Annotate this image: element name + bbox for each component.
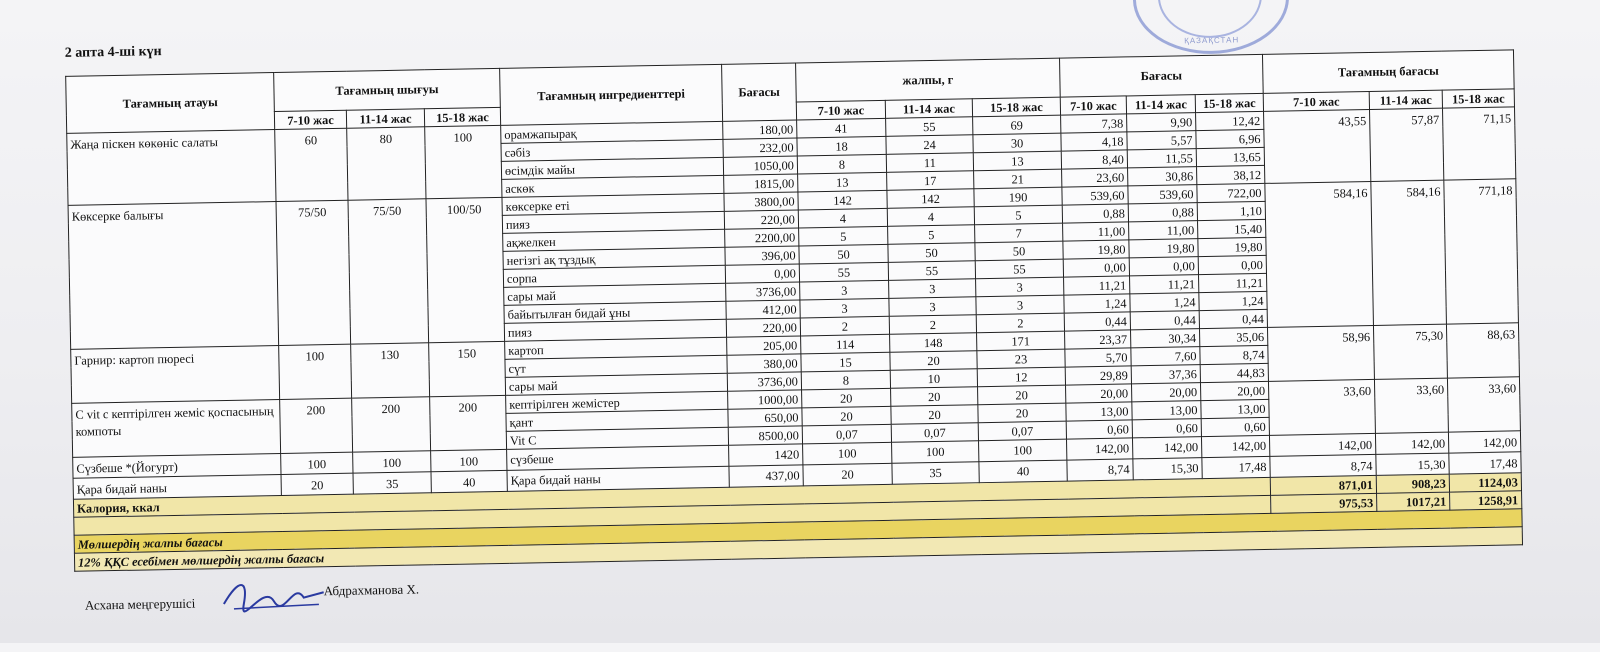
ingredient-gross: 55 <box>886 117 973 137</box>
ingredient-cost: 17,48 <box>1202 456 1270 478</box>
ingredient-cost: 37,36 <box>1131 365 1200 384</box>
ingredient-cost: 1,24 <box>1064 294 1130 313</box>
ingredient-gross: 50 <box>975 241 1063 261</box>
ingredient-name: пияз <box>502 211 724 233</box>
ingredient-price: 437,00 <box>729 465 803 487</box>
header-cost: Бағасы <box>1060 54 1264 97</box>
header-gross: жалпы, г <box>796 58 1061 102</box>
ingredient-gross: 100 <box>892 441 979 464</box>
ingredient-cost: 539,60 <box>1128 185 1197 204</box>
ingredient-gross: 3 <box>976 295 1064 315</box>
ingredient-gross: 24 <box>886 135 973 155</box>
ingredient-cost: 7,38 <box>1061 114 1127 133</box>
ingredient-cost: 29,89 <box>1065 366 1131 385</box>
signature-role: Асхана меңгерушісі <box>84 595 196 613</box>
calories-label: Калория, ккал <box>73 477 1270 517</box>
dish-yield: 35 <box>353 472 431 494</box>
day-title: 2 апта 4-ші күн <box>64 44 162 61</box>
ingredient-gross: 17 <box>887 171 974 191</box>
dish-cost: 57,87 <box>1370 108 1444 181</box>
ingredient-cost: 38,12 <box>1197 165 1265 184</box>
ingredient-gross: 0,07 <box>802 424 891 444</box>
ingredient-cost: 13,00 <box>1201 399 1269 418</box>
ingredient-cost: 11,21 <box>1199 273 1267 292</box>
ingredient-price: 2200,00 <box>725 228 799 247</box>
ingredient-gross: 20 <box>978 385 1066 405</box>
ingredient-cost: 8,74 <box>1200 345 1268 364</box>
dish-yield: 100 <box>431 449 507 471</box>
dish-cost: 71,15 <box>1442 107 1515 180</box>
ingredient-name: картоп <box>505 337 727 359</box>
ingredient-gross: 3 <box>889 279 976 299</box>
dish-yield: 80 <box>347 127 426 200</box>
dish-cost: 771,18 <box>1444 179 1519 324</box>
ingredient-gross: 30 <box>973 133 1061 153</box>
dish-cost: 142,00 <box>1375 432 1448 454</box>
dish-yield: 100 <box>279 344 352 399</box>
ingredient-cost: 4,18 <box>1061 132 1127 151</box>
ingredient-price: 205,00 <box>727 336 801 355</box>
dish-yield: 100 <box>425 125 502 198</box>
total-value: 1124,03 <box>1449 473 1521 492</box>
ingredient-cost: 19,80 <box>1063 240 1129 259</box>
dish-yield: 100/50 <box>426 197 505 342</box>
ingredient-gross: 8 <box>797 154 886 174</box>
ingredient-gross: 20 <box>890 351 977 371</box>
ingredient-cost: 13,65 <box>1196 147 1264 166</box>
ingredient-price: 1000,00 <box>728 390 802 409</box>
ingredient-gross: 7 <box>975 223 1063 243</box>
ingredient-cost: 15,40 <box>1198 219 1266 238</box>
dish-cost: 88,63 <box>1446 323 1519 378</box>
ingredient-cost: 0,44 <box>1064 312 1130 331</box>
ingredient-price: 1050,00 <box>723 156 797 175</box>
ingredient-price: 1815,00 <box>724 174 798 193</box>
ingredient-price: 3736,00 <box>726 282 800 301</box>
ingredient-price: 220,00 <box>726 318 800 337</box>
ingredient-name: сүзбеше <box>507 445 729 470</box>
ingredient-cost: 722,00 <box>1197 183 1265 202</box>
ingredient-cost: 0,88 <box>1062 204 1128 223</box>
menu-sheet <box>58 0 1564 652</box>
ingredient-cost: 11,55 <box>1127 149 1196 168</box>
ingredient-cost: 8,74 <box>1067 459 1133 481</box>
ingredient-gross: 3 <box>800 280 889 300</box>
ingredient-name: аскөк <box>502 175 724 197</box>
ingredient-gross: 20 <box>803 463 892 486</box>
dish-cost: 584,16 <box>1371 180 1447 325</box>
ingredient-cost: 23,37 <box>1065 330 1131 349</box>
ingredient-name: орамжапырақ <box>501 121 723 143</box>
ingredient-gross: 20 <box>802 406 891 426</box>
dish-yield: 60 <box>275 128 348 201</box>
ingredient-gross: 13 <box>798 172 887 192</box>
ingredient-price: 396,00 <box>725 246 799 265</box>
ingredient-cost: 0,88 <box>1128 203 1197 222</box>
ingredient-price: 232,00 <box>723 138 797 157</box>
ingredient-name: сары май <box>505 373 727 395</box>
dish-yield: 200 <box>430 395 507 450</box>
ingredient-gross: 142 <box>798 190 887 210</box>
ingredient-cost: 9,90 <box>1127 113 1196 132</box>
dish-cost: 33,60 <box>1447 377 1520 432</box>
dish-cost: 33,60 <box>1268 379 1375 435</box>
dish-yield: 130 <box>351 343 430 398</box>
ingredient-gross: 5 <box>888 225 975 245</box>
ingredient-cost: 20,00 <box>1066 384 1132 403</box>
ingredient-gross: 2 <box>889 315 976 335</box>
ingredient-cost: 142,00 <box>1201 435 1269 457</box>
ingredient-cost: 0,00 <box>1129 257 1198 276</box>
ingredient-gross: 55 <box>888 261 975 281</box>
dish-yield: 150 <box>429 341 506 396</box>
official-stamp <box>1132 0 1290 55</box>
ingredient-cost: 6,96 <box>1196 129 1264 148</box>
ingredient-name: ақжелкен <box>503 229 725 251</box>
ingredient-gross: 50 <box>888 243 975 263</box>
ingredient-price: 8500,00 <box>728 426 802 445</box>
header-yield: Тағамның шығуы <box>274 68 501 111</box>
ingredient-cost: 11,00 <box>1063 222 1129 241</box>
dish-cost: 142,00 <box>1448 431 1520 453</box>
total-value: 871,01 <box>1270 475 1376 495</box>
header-age: 15-18 жас <box>1442 89 1514 108</box>
ingredient-name: көксерке еті <box>502 193 724 215</box>
ingredient-name: сәбіз <box>501 139 723 161</box>
ingredient-gross: 0,07 <box>891 423 978 443</box>
ingredient-name: сары май <box>504 283 726 305</box>
ingredient-cost: 30,34 <box>1131 329 1200 348</box>
ingredient-gross: 2 <box>976 313 1064 333</box>
dish-yield: 100 <box>353 451 431 473</box>
ingredient-gross: 8 <box>801 370 890 390</box>
ingredient-cost: 0,44 <box>1199 309 1267 328</box>
ingredient-gross: 18 <box>797 136 886 156</box>
ingredient-gross: 142 <box>887 189 974 209</box>
ingredient-price: 1420 <box>729 444 803 466</box>
ingredient-cost: 539,60 <box>1062 186 1128 205</box>
ingredient-price: 3800,00 <box>724 192 798 211</box>
ingredient-cost: 142,00 <box>1132 437 1201 459</box>
total-value: 1258,91 <box>1450 491 1522 510</box>
ingredient-gross: 100 <box>803 442 892 465</box>
ingredient-cost: 8,40 <box>1061 150 1127 169</box>
ingredient-gross: 2 <box>800 316 889 336</box>
ingredient-gross: 20 <box>978 403 1066 423</box>
dish-name: Гарнир: картоп пюресі <box>71 346 280 404</box>
ingredient-cost: 0,60 <box>1201 417 1269 436</box>
stamp-inner-ring <box>1157 0 1263 39</box>
ingredient-price: 220,00 <box>724 210 798 229</box>
ingredient-name: пияз <box>504 319 726 341</box>
ingredient-name: қант <box>506 409 728 431</box>
menu-table-body <box>67 107 1521 499</box>
ingredient-gross: 3 <box>800 298 889 318</box>
ingredient-price: 412,00 <box>726 300 800 319</box>
ingredient-gross: 40 <box>979 460 1067 483</box>
ingredient-price: 650,00 <box>728 408 802 427</box>
ingredient-cost: 35,06 <box>1199 327 1267 346</box>
header-age: 7-10 жас <box>796 100 885 120</box>
ingredient-name: байытылған бидай ұны <box>504 301 726 323</box>
header-dish-name: Тағамның атауы <box>66 73 275 134</box>
dish-yield: 75/50 <box>348 199 429 344</box>
ingredient-gross: 55 <box>975 259 1063 279</box>
ingredient-gross: 20 <box>802 388 891 408</box>
ingredient-cost: 1,24 <box>1199 291 1267 310</box>
ingredient-gross: 12 <box>977 367 1065 387</box>
ingredient-cost: 20,00 <box>1200 381 1268 400</box>
ingredient-gross: 23 <box>977 349 1065 369</box>
ingredient-gross: 0,07 <box>978 421 1066 441</box>
menu-table <box>65 49 1523 571</box>
ingredient-name: өсімдік майы <box>501 157 723 179</box>
dish-name: Сүзбеше *(Йогурт) <box>73 453 281 478</box>
ingredient-cost: 11,21 <box>1064 276 1130 295</box>
dish-yield: 20 <box>281 473 353 495</box>
ingredient-cost: 13,00 <box>1132 401 1201 420</box>
ingredient-cost: 142,00 <box>1066 438 1132 460</box>
dish-cost: 17,48 <box>1449 452 1521 474</box>
dish-cost: 142,00 <box>1269 433 1375 456</box>
ingredient-gross: 100 <box>979 439 1067 462</box>
ingredient-cost: 0,60 <box>1066 420 1132 439</box>
ingredient-cost: 13,00 <box>1066 402 1132 421</box>
header-dish-cost: Тағамның бағасы <box>1262 50 1514 94</box>
header-age: 11-14 жас <box>885 99 972 119</box>
ingredient-gross: 148 <box>890 333 977 353</box>
dish-cost: 43,55 <box>1264 109 1371 183</box>
total-value: 908,23 <box>1376 474 1449 493</box>
dish-cost: 584,16 <box>1265 181 1374 327</box>
ingredient-gross: 5 <box>799 226 888 246</box>
dish-cost: 15,30 <box>1376 453 1449 475</box>
ingredient-gross: 20 <box>891 405 978 425</box>
dish-name: Қара бидай наны <box>73 474 281 499</box>
ingredient-price: 3736,00 <box>727 372 801 391</box>
dish-yield: 100 <box>281 452 353 474</box>
ingredient-name: Қара бидай наны <box>507 466 729 491</box>
ingredient-gross: 20 <box>891 387 978 407</box>
ingredient-cost: 1,10 <box>1197 201 1265 220</box>
ingredient-cost: 20,00 <box>1131 383 1200 402</box>
header-age: 7-10 жас <box>1263 91 1369 111</box>
ingredient-name: Vit C <box>506 427 728 449</box>
header-age: 15-18 жас <box>972 97 1060 117</box>
ingredient-cost: 23,60 <box>1062 168 1128 187</box>
header-age: 15-18 жас <box>424 107 500 126</box>
dish-cost: 33,60 <box>1374 378 1448 433</box>
ingredient-cost: 1,24 <box>1130 293 1199 312</box>
header-age: 7-10 жас <box>1060 96 1126 115</box>
ingredient-cost: 0,00 <box>1198 255 1266 274</box>
ingredient-cost: 5,57 <box>1127 131 1196 150</box>
ingredient-gross: 190 <box>974 187 1062 207</box>
dish-yield: 200 <box>352 397 431 452</box>
ingredient-cost: 0,60 <box>1132 419 1201 438</box>
ingredient-gross: 41 <box>797 118 886 138</box>
handwritten-signature <box>218 572 329 614</box>
ingredient-gross: 114 <box>801 334 890 354</box>
ingredient-gross: 4 <box>887 207 974 227</box>
ingredient-price: 380,00 <box>727 354 801 373</box>
ingredient-cost: 7,60 <box>1131 347 1200 366</box>
ingredient-gross: 55 <box>799 262 888 282</box>
header-age: 15-18 жас <box>1195 93 1263 112</box>
dish-yield: 75/50 <box>276 200 351 345</box>
ingredient-gross: 3 <box>889 297 976 317</box>
ingredient-price: 0,00 <box>725 264 799 283</box>
dish-yield: 200 <box>280 398 353 453</box>
dish-name: Көксерке балығы <box>68 202 279 350</box>
ingredient-cost: 11,21 <box>1130 275 1199 294</box>
ingredient-cost: 44,83 <box>1200 363 1268 382</box>
ingredient-gross: 5 <box>974 205 1062 225</box>
ingredient-cost: 30,86 <box>1128 167 1197 186</box>
ingredient-gross: 13 <box>973 151 1061 171</box>
header-age: 11-14 жас <box>346 109 424 128</box>
ingredient-cost: 0,00 <box>1063 258 1129 277</box>
ingredient-price: 180,00 <box>723 120 797 139</box>
ingredient-gross: 11 <box>886 153 973 173</box>
ingredient-gross: 3 <box>976 277 1064 297</box>
ingredient-gross: 171 <box>977 331 1065 351</box>
ingredient-cost: 12,42 <box>1196 111 1264 130</box>
vat-label: 12% ҚҚС есебімен мөлшердің жалпы бағасы <box>74 527 1522 572</box>
total-value: 1017,21 <box>1377 492 1450 511</box>
ingredient-name: кептірілген жемістер <box>506 391 728 413</box>
ingredient-gross: 15 <box>801 352 890 372</box>
header-age: 11-14 жас <box>1126 95 1195 114</box>
signature-name: Абдрахманова Х. <box>323 581 420 599</box>
dish-cost: 58,96 <box>1267 325 1374 381</box>
dish-cost: 75,30 <box>1373 324 1447 379</box>
dish-name: Жаңа піскен көкөніс салаты <box>67 130 276 206</box>
header-ingredients: Тағамның ингредиенттері <box>500 64 723 125</box>
ingredient-cost: 19,80 <box>1129 239 1198 258</box>
header-price: Бағасы <box>722 63 797 121</box>
ingredient-name: негізгі ақ тұздық <box>503 247 725 269</box>
ingredient-cost: 0,44 <box>1130 311 1199 330</box>
header-age: 11-14 жас <box>1369 90 1442 109</box>
ingredient-name: сүт <box>505 355 727 377</box>
ingredient-gross: 21 <box>974 169 1062 189</box>
ingredient-gross: 4 <box>798 208 887 228</box>
ingredient-gross: 50 <box>799 244 888 264</box>
total-cost-label: Мөлшердің жалпы бағасы <box>74 509 1522 554</box>
ingredient-cost: 19,80 <box>1198 237 1266 256</box>
dish-name: С vit с кептірілген жеміс қоспасының компоты <box>72 400 281 458</box>
ingredient-cost: 15,30 <box>1133 458 1202 480</box>
ingredient-name: сорпа <box>503 265 725 287</box>
dish-yield: 40 <box>431 470 507 492</box>
total-value: 975,53 <box>1271 493 1377 513</box>
ingredient-gross: 10 <box>890 369 977 389</box>
header-age: 7-10 жас <box>274 110 346 129</box>
ingredient-cost: 5,70 <box>1065 348 1131 367</box>
ingredient-gross: 35 <box>892 462 979 485</box>
ingredient-gross: 69 <box>973 115 1061 135</box>
stamp-text: ҚАЗАҚСТАН <box>1184 35 1240 46</box>
ingredient-cost: 11,00 <box>1129 221 1198 240</box>
dish-cost: 8,74 <box>1270 454 1376 477</box>
